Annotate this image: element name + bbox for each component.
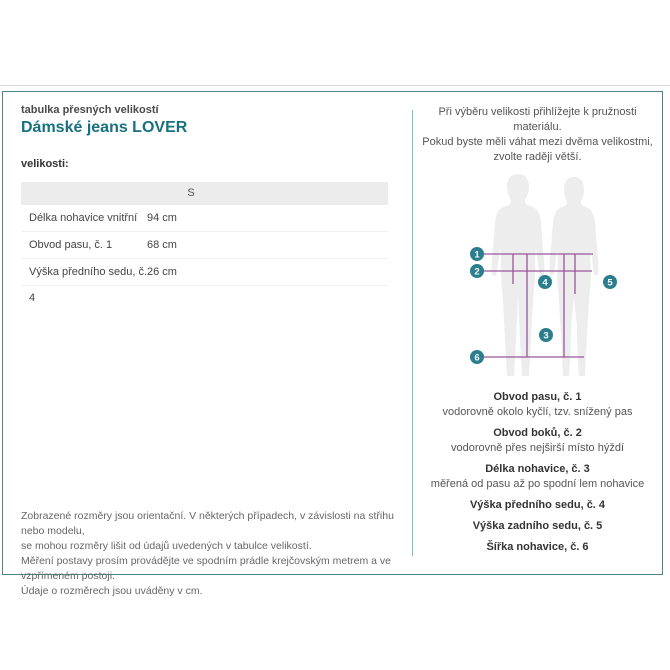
size-chart-panel [2,91,663,597]
header-label-spacer [21,182,147,205]
row-value: 94 cm [147,212,177,224]
top-divider-rule [0,85,670,86]
row-label: Výška předního sedu, č. 4 [29,266,148,304]
legend-entry [413,498,662,513]
legend-entry [413,426,662,456]
legend-heading: Šířka nohavice, č. 6 [486,541,589,553]
legend-heading: Délka nohavice, č. 3 [485,463,590,475]
size-table-header-row [21,182,388,205]
intro-line: Pokud byste měli váhat mezi dvěma velikostmi, [422,136,653,148]
legend-heading: Výška zadního sedu, č. 5 [472,520,603,532]
footnote-line: Měření postavy prosím provádějte ve spodním prádle krejčovským metrem a ve vzpřímeném postoji. [21,555,391,582]
figure-silhouette-right [550,177,599,376]
svg-text:5: 5 [607,277,613,289]
size-column-header: S [187,187,195,199]
row-value: 68 cm [147,239,177,251]
svg-text:3: 3 [543,330,549,342]
legend-entry [413,519,662,534]
table-eyebrow-label: tabulka přesných velikostí [21,104,159,116]
legend-description: vodorovně okolo kyčlí, tzv. snížený pas [442,406,633,418]
figure-silhouette-left [492,174,545,376]
marker-2 [470,264,484,278]
legend-heading: Obvod pasu, č. 1 [493,391,582,403]
legend-heading: Výška předního sedu, č. 4 [469,499,606,511]
legend-description: měřená od pasu až po spodní lem nohavice [430,478,645,490]
marker-5 [603,275,617,289]
sizing-advice-text [413,105,662,165]
marker-6 [470,350,484,364]
svg-text:4: 4 [542,277,548,289]
svg-text:1: 1 [474,249,480,261]
marker-1 [470,247,484,261]
table-row [21,232,388,259]
row-label: Obvod pasu, č. 1 [29,239,113,251]
legend-entry [413,390,662,420]
intro-line: Při výběru velikosti přihlížejte k pružnosti materiálu. [438,106,637,133]
footnote-line: Zobrazené rozměry jsou orientační. V některých případech, v závislosti na střihu nebo modelu, [21,510,394,537]
measurement-legend [413,390,662,561]
marker-3 [539,328,553,342]
table-row [21,205,388,232]
legend-description: vodorovně přes nejširší místo hýždí [450,442,625,454]
sizes-label: velikosti: [21,158,69,170]
legend-entry [413,540,662,555]
footnote-line: Údaje o rozměrech jsou uváděny v cm. [21,585,203,597]
page-title: Dámské jeans LOVER [21,119,188,136]
svg-text:6: 6 [474,352,480,364]
measurement-footnote [21,509,403,599]
size-table [21,182,388,304]
table-row [21,259,388,304]
row-label: Délka nohavice vnitřní [29,212,138,224]
legend-entry [413,462,662,492]
legend-heading: Obvod boků, č. 2 [493,427,582,439]
body-measurement-diagram [451,168,641,386]
footnote-line: se mohou rozměry lišit od údajů uvedených v tabulce velikostí. [21,540,312,552]
intro-line: zvolte raději větší. [493,151,582,163]
svg-text:2: 2 [474,266,480,278]
row-value: 26 cm [147,266,177,278]
marker-4 [538,275,552,289]
